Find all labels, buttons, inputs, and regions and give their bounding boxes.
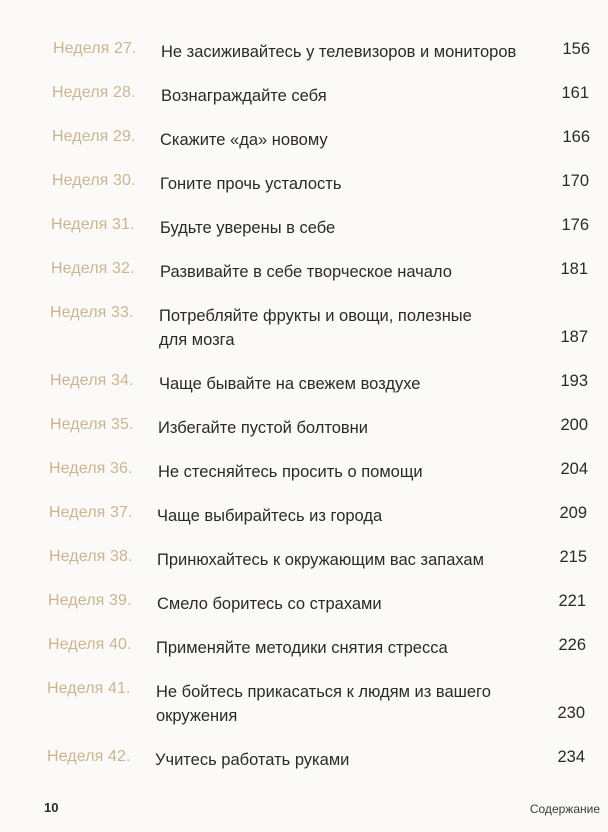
week-label: Неделя 28.	[52, 84, 136, 101]
chapter-page-number: 176	[561, 216, 589, 234]
week-label: Неделя 39.	[48, 592, 132, 609]
toc-entry	[0, 216, 608, 260]
chapter-title	[159, 304, 472, 352]
chapter-page-number: 234	[557, 748, 585, 766]
toc-entry	[0, 636, 608, 680]
chapter-title-line: Не засиживайтесь у телевизоров и мониторов	[161, 43, 517, 61]
chapter-title-line: Гоните прочь усталость	[160, 175, 342, 193]
week-label: Неделя 41.	[47, 680, 131, 697]
week-label: Неделя 42.	[47, 748, 131, 765]
chapter-page-number: 161	[561, 84, 589, 102]
chapter-page-number: 230	[557, 704, 585, 722]
chapter-title	[158, 416, 368, 440]
chapter-title	[157, 592, 382, 616]
toc-entry	[0, 680, 608, 724]
chapter-title	[156, 680, 491, 728]
week-label: Неделя 32.	[51, 260, 135, 277]
chapter-title-line: Чаще бывайте на свежем воздухе	[159, 375, 421, 393]
chapter-title-line: Применяйте методики снятия стресса	[156, 639, 448, 657]
chapter-page-number: 170	[561, 172, 589, 190]
chapter-title-line: Развивайте в себе творческое начало	[160, 263, 452, 281]
chapter-title	[160, 216, 335, 240]
toc-entry	[0, 504, 608, 548]
chapter-title-line: Избегайте пустой болтовни	[158, 419, 368, 437]
chapter-title-line: Потребляйте фрукты и овощи, полезные	[159, 307, 472, 325]
toc-entry	[0, 304, 608, 348]
week-label: Неделя 27.	[53, 40, 137, 57]
toc-entry	[0, 748, 608, 792]
chapter-title-line: Вознаграждайте себя	[161, 87, 327, 105]
chapter-title	[155, 748, 349, 772]
chapter-page-number: 187	[560, 328, 588, 346]
chapter-title-line: окружения	[156, 707, 238, 725]
chapter-title	[157, 504, 382, 528]
week-label: Неделя 33.	[50, 304, 134, 321]
chapter-page-number: 204	[560, 460, 588, 478]
chapter-title-line: для мозга	[159, 331, 235, 349]
toc-entry	[0, 416, 608, 460]
chapter-title-line: Скажите «да» новому	[160, 131, 328, 149]
chapter-title	[160, 172, 341, 196]
chapter-page-number: 166	[562, 128, 590, 146]
chapter-title-line: Будьте уверены в себе	[160, 219, 336, 237]
toc-entry	[0, 548, 608, 592]
week-label: Неделя 35.	[50, 416, 134, 433]
toc-entry	[0, 460, 608, 504]
chapter-page-number: 200	[560, 416, 588, 434]
week-label: Неделя 36.	[49, 460, 133, 477]
week-label: Неделя 30.	[52, 172, 136, 189]
week-label: Неделя 29.	[52, 128, 136, 145]
chapter-page-number: 193	[560, 372, 588, 390]
chapter-title-line: Чаще выбирайтесь из города	[157, 507, 383, 525]
week-label: Неделя 31.	[51, 216, 135, 233]
chapter-page-number: 156	[562, 40, 590, 58]
chapter-title	[161, 40, 516, 64]
week-label: Неделя 37.	[49, 504, 133, 521]
chapter-title-line: Не бойтесь прикасаться к людям из вашего	[156, 683, 491, 701]
toc-entry	[0, 260, 608, 304]
chapter-page-number: 215	[559, 548, 587, 566]
chapter-title	[161, 84, 327, 108]
chapter-title-line: Не стесняйтесь просить о помощи	[158, 463, 423, 481]
toc-entry	[0, 40, 608, 84]
toc-entry	[0, 84, 608, 128]
toc-entry	[0, 128, 608, 172]
chapter-title	[158, 460, 423, 484]
chapter-page-number: 221	[558, 592, 586, 610]
chapter-title	[157, 548, 484, 572]
chapter-title	[159, 372, 420, 396]
toc-entry	[0, 592, 608, 636]
chapter-page-number: 181	[560, 260, 588, 278]
week-label: Неделя 38.	[49, 548, 133, 565]
chapter-title-line: Принюхайтесь к окружающим вас запахам	[157, 551, 484, 569]
page-number: 10	[44, 800, 59, 815]
chapter-title-line: Учитесь работать руками	[155, 751, 350, 769]
week-label: Неделя 34.	[50, 372, 134, 389]
chapter-title	[160, 128, 328, 152]
chapter-title-line: Смело боритесь со страхами	[157, 595, 382, 613]
chapter-title	[156, 636, 448, 660]
chapter-title	[160, 260, 452, 284]
section-label: Содержание	[529, 802, 600, 816]
week-label: Неделя 40.	[48, 636, 132, 653]
toc-entry	[0, 372, 608, 416]
toc-entry	[0, 172, 608, 216]
chapter-page-number: 209	[559, 504, 587, 522]
chapter-page-number: 226	[558, 636, 586, 654]
